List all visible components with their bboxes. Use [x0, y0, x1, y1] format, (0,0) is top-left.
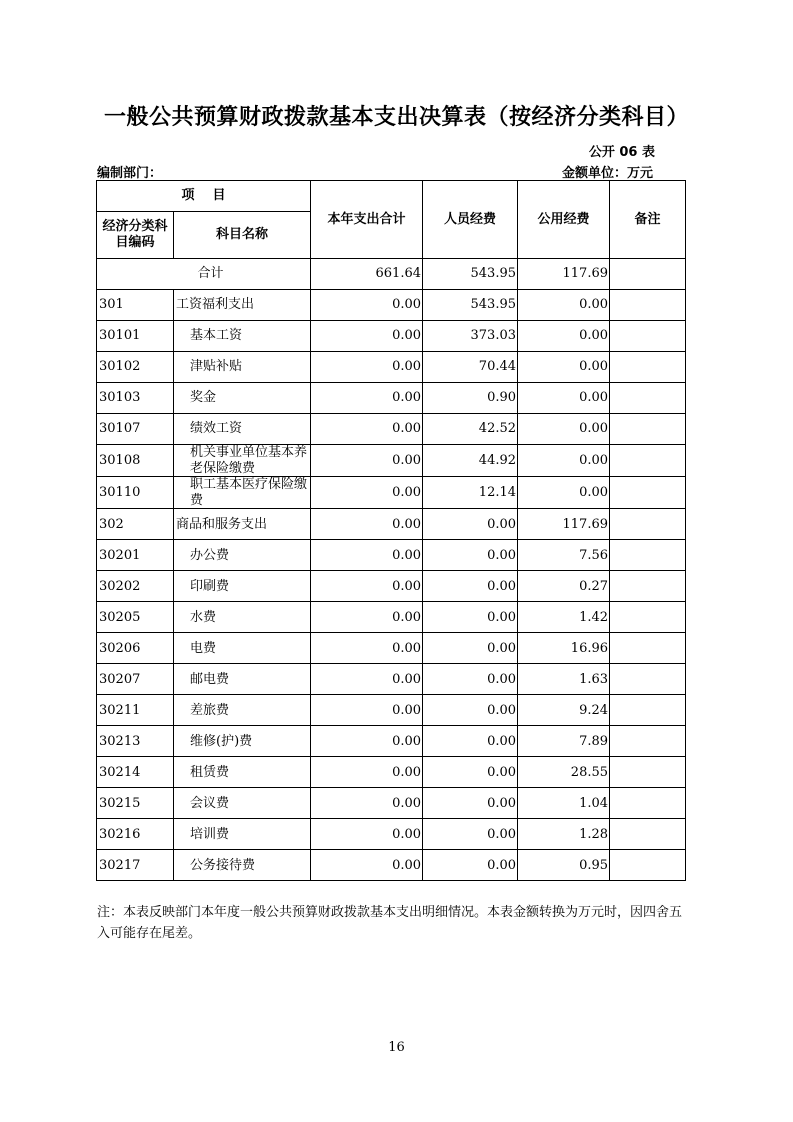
row-public: 0.00 [518, 321, 610, 352]
row-personnel: 0.00 [423, 633, 518, 664]
row-remark [610, 819, 686, 850]
table-row [97, 757, 686, 788]
table-row [97, 414, 686, 445]
row-name: 印刷费 [174, 571, 311, 602]
row-remark [610, 540, 686, 571]
row-code: 30205 [97, 602, 174, 633]
row-personnel: 0.00 [423, 850, 518, 881]
row-code: 301 [97, 290, 174, 321]
row-remark [610, 352, 686, 383]
expenditure-table [96, 180, 686, 881]
row-name: 机关事业单位基本养老保险缴费 [174, 445, 311, 477]
row-total: 0.00 [311, 633, 423, 664]
row-total: 0.00 [311, 757, 423, 788]
row-remark [610, 695, 686, 726]
row-name: 会议费 [174, 788, 311, 819]
header-personnel: 人员经费 [423, 181, 518, 259]
row-public: 1.04 [518, 788, 610, 819]
row-public: 0.00 [518, 414, 610, 445]
row-remark [610, 321, 686, 352]
total-remark [610, 259, 686, 290]
row-total: 0.00 [311, 819, 423, 850]
row-public: 117.69 [518, 509, 610, 540]
row-personnel: 0.00 [423, 664, 518, 695]
row-total: 0.00 [311, 695, 423, 726]
row-personnel: 0.00 [423, 571, 518, 602]
header-total: 本年支出合计 [311, 181, 423, 259]
row-name: 奖金 [174, 383, 311, 414]
table-row [97, 819, 686, 850]
row-personnel: 0.90 [423, 383, 518, 414]
form-number: 公开 06 表 [588, 145, 655, 160]
row-public: 16.96 [518, 633, 610, 664]
header-public: 公用经费 [518, 181, 610, 259]
row-code: 30206 [97, 633, 174, 664]
table-row [97, 509, 686, 540]
row-code: 30201 [97, 540, 174, 571]
total-amount: 661.64 [311, 259, 423, 290]
header-econ-code: 经济分类科目编码 [97, 212, 174, 259]
row-total: 0.00 [311, 352, 423, 383]
row-public: 0.00 [518, 290, 610, 321]
row-code: 30215 [97, 788, 174, 819]
row-name: 办公费 [174, 540, 311, 571]
row-total: 0.00 [311, 602, 423, 633]
row-personnel: 0.00 [423, 757, 518, 788]
table-row [97, 850, 686, 881]
row-code: 30207 [97, 664, 174, 695]
row-code: 30214 [97, 757, 174, 788]
row-personnel: 42.52 [423, 414, 518, 445]
row-personnel: 0.00 [423, 602, 518, 633]
row-remark [610, 383, 686, 414]
row-name: 基本工资 [174, 321, 311, 352]
row-name: 公务接待费 [174, 850, 311, 881]
row-public: 9.24 [518, 695, 610, 726]
total-public: 117.69 [518, 259, 610, 290]
table-row [97, 321, 686, 352]
row-public: 7.56 [518, 540, 610, 571]
row-remark [610, 445, 686, 477]
unit-label: 金额单位：万元 [561, 166, 653, 181]
table-row [97, 290, 686, 321]
row-name: 邮电费 [174, 664, 311, 695]
table-row [97, 477, 686, 509]
header-item: 项 目 [97, 181, 311, 212]
row-total: 0.00 [311, 445, 423, 477]
row-remark [610, 290, 686, 321]
row-code: 30216 [97, 819, 174, 850]
row-name: 租赁费 [174, 757, 311, 788]
row-code: 30108 [97, 445, 174, 477]
row-name: 津贴补贴 [174, 352, 311, 383]
row-code: 30213 [97, 726, 174, 757]
row-public: 0.00 [518, 477, 610, 509]
row-public: 1.28 [518, 819, 610, 850]
row-personnel: 0.00 [423, 540, 518, 571]
row-name: 工资福利支出 [174, 290, 311, 321]
row-code: 30103 [97, 383, 174, 414]
table-row [97, 352, 686, 383]
row-public: 0.00 [518, 383, 610, 414]
row-remark [610, 788, 686, 819]
row-code: 30217 [97, 850, 174, 881]
table-row [97, 664, 686, 695]
row-personnel: 373.03 [423, 321, 518, 352]
row-name: 水费 [174, 602, 311, 633]
row-public: 7.89 [518, 726, 610, 757]
row-total: 0.00 [311, 414, 423, 445]
org-label: 编制部门： [97, 166, 163, 181]
table-row [97, 788, 686, 819]
table-row [97, 571, 686, 602]
row-public: 0.27 [518, 571, 610, 602]
row-total: 0.00 [311, 383, 423, 414]
row-total: 0.00 [311, 477, 423, 509]
row-code: 302 [97, 509, 174, 540]
row-remark [610, 509, 686, 540]
row-remark [610, 664, 686, 695]
table-row [97, 602, 686, 633]
row-personnel: 0.00 [423, 726, 518, 757]
row-code: 30110 [97, 477, 174, 509]
row-public: 1.63 [518, 664, 610, 695]
row-public: 1.42 [518, 602, 610, 633]
row-name: 培训费 [174, 819, 311, 850]
row-personnel: 543.95 [423, 290, 518, 321]
row-name: 职工基本医疗保险缴费 [174, 477, 311, 509]
header-subject-name: 科目名称 [174, 212, 311, 259]
row-code: 30211 [97, 695, 174, 726]
row-total: 0.00 [311, 290, 423, 321]
row-remark [610, 726, 686, 757]
table-note: 注：本表反映部门本年度一般公共预算财政拨款基本支出明细情况。本表金额转换为万元时，因四舍五入可能存在尾差。 [97, 905, 683, 941]
row-personnel: 0.00 [423, 819, 518, 850]
row-name: 电费 [174, 633, 311, 664]
header-remark: 备注 [610, 181, 686, 259]
row-remark [610, 633, 686, 664]
row-total: 0.00 [311, 850, 423, 881]
row-code: 30101 [97, 321, 174, 352]
table-row [97, 695, 686, 726]
row-code: 30107 [97, 414, 174, 445]
table-row [97, 633, 686, 664]
row-total: 0.00 [311, 321, 423, 352]
row-total: 0.00 [311, 664, 423, 695]
row-remark [610, 571, 686, 602]
row-total: 0.00 [311, 788, 423, 819]
row-remark [610, 757, 686, 788]
row-remark [610, 602, 686, 633]
table-row [97, 383, 686, 414]
total-row [97, 259, 686, 290]
document-title: 一般公共预算财政拨款基本支出决算表（按经济分类科目） [103, 105, 689, 130]
header-row-1 [97, 181, 686, 212]
row-personnel: 0.00 [423, 695, 518, 726]
row-name: 维修(护)费 [174, 726, 311, 757]
row-personnel: 44.92 [423, 445, 518, 477]
table-row [97, 445, 686, 477]
row-public: 0.95 [518, 850, 610, 881]
row-total: 0.00 [311, 509, 423, 540]
row-total: 0.00 [311, 540, 423, 571]
row-public: 0.00 [518, 445, 610, 477]
row-code: 30202 [97, 571, 174, 602]
total-personnel: 543.95 [423, 259, 518, 290]
row-remark [610, 850, 686, 881]
row-total: 0.00 [311, 571, 423, 602]
total-label: 合计 [97, 259, 311, 290]
row-personnel: 0.00 [423, 788, 518, 819]
row-name: 差旅费 [174, 695, 311, 726]
row-remark [610, 477, 686, 509]
row-public: 0.00 [518, 352, 610, 383]
row-remark [610, 414, 686, 445]
row-public: 28.55 [518, 757, 610, 788]
row-personnel: 70.44 [423, 352, 518, 383]
row-personnel: 0.00 [423, 509, 518, 540]
page-number: 16 [388, 1040, 405, 1055]
table-row [97, 540, 686, 571]
row-name: 绩效工资 [174, 414, 311, 445]
row-total: 0.00 [311, 726, 423, 757]
row-name: 商品和服务支出 [174, 509, 311, 540]
row-personnel: 12.14 [423, 477, 518, 509]
row-code: 30102 [97, 352, 174, 383]
table-row [97, 726, 686, 757]
